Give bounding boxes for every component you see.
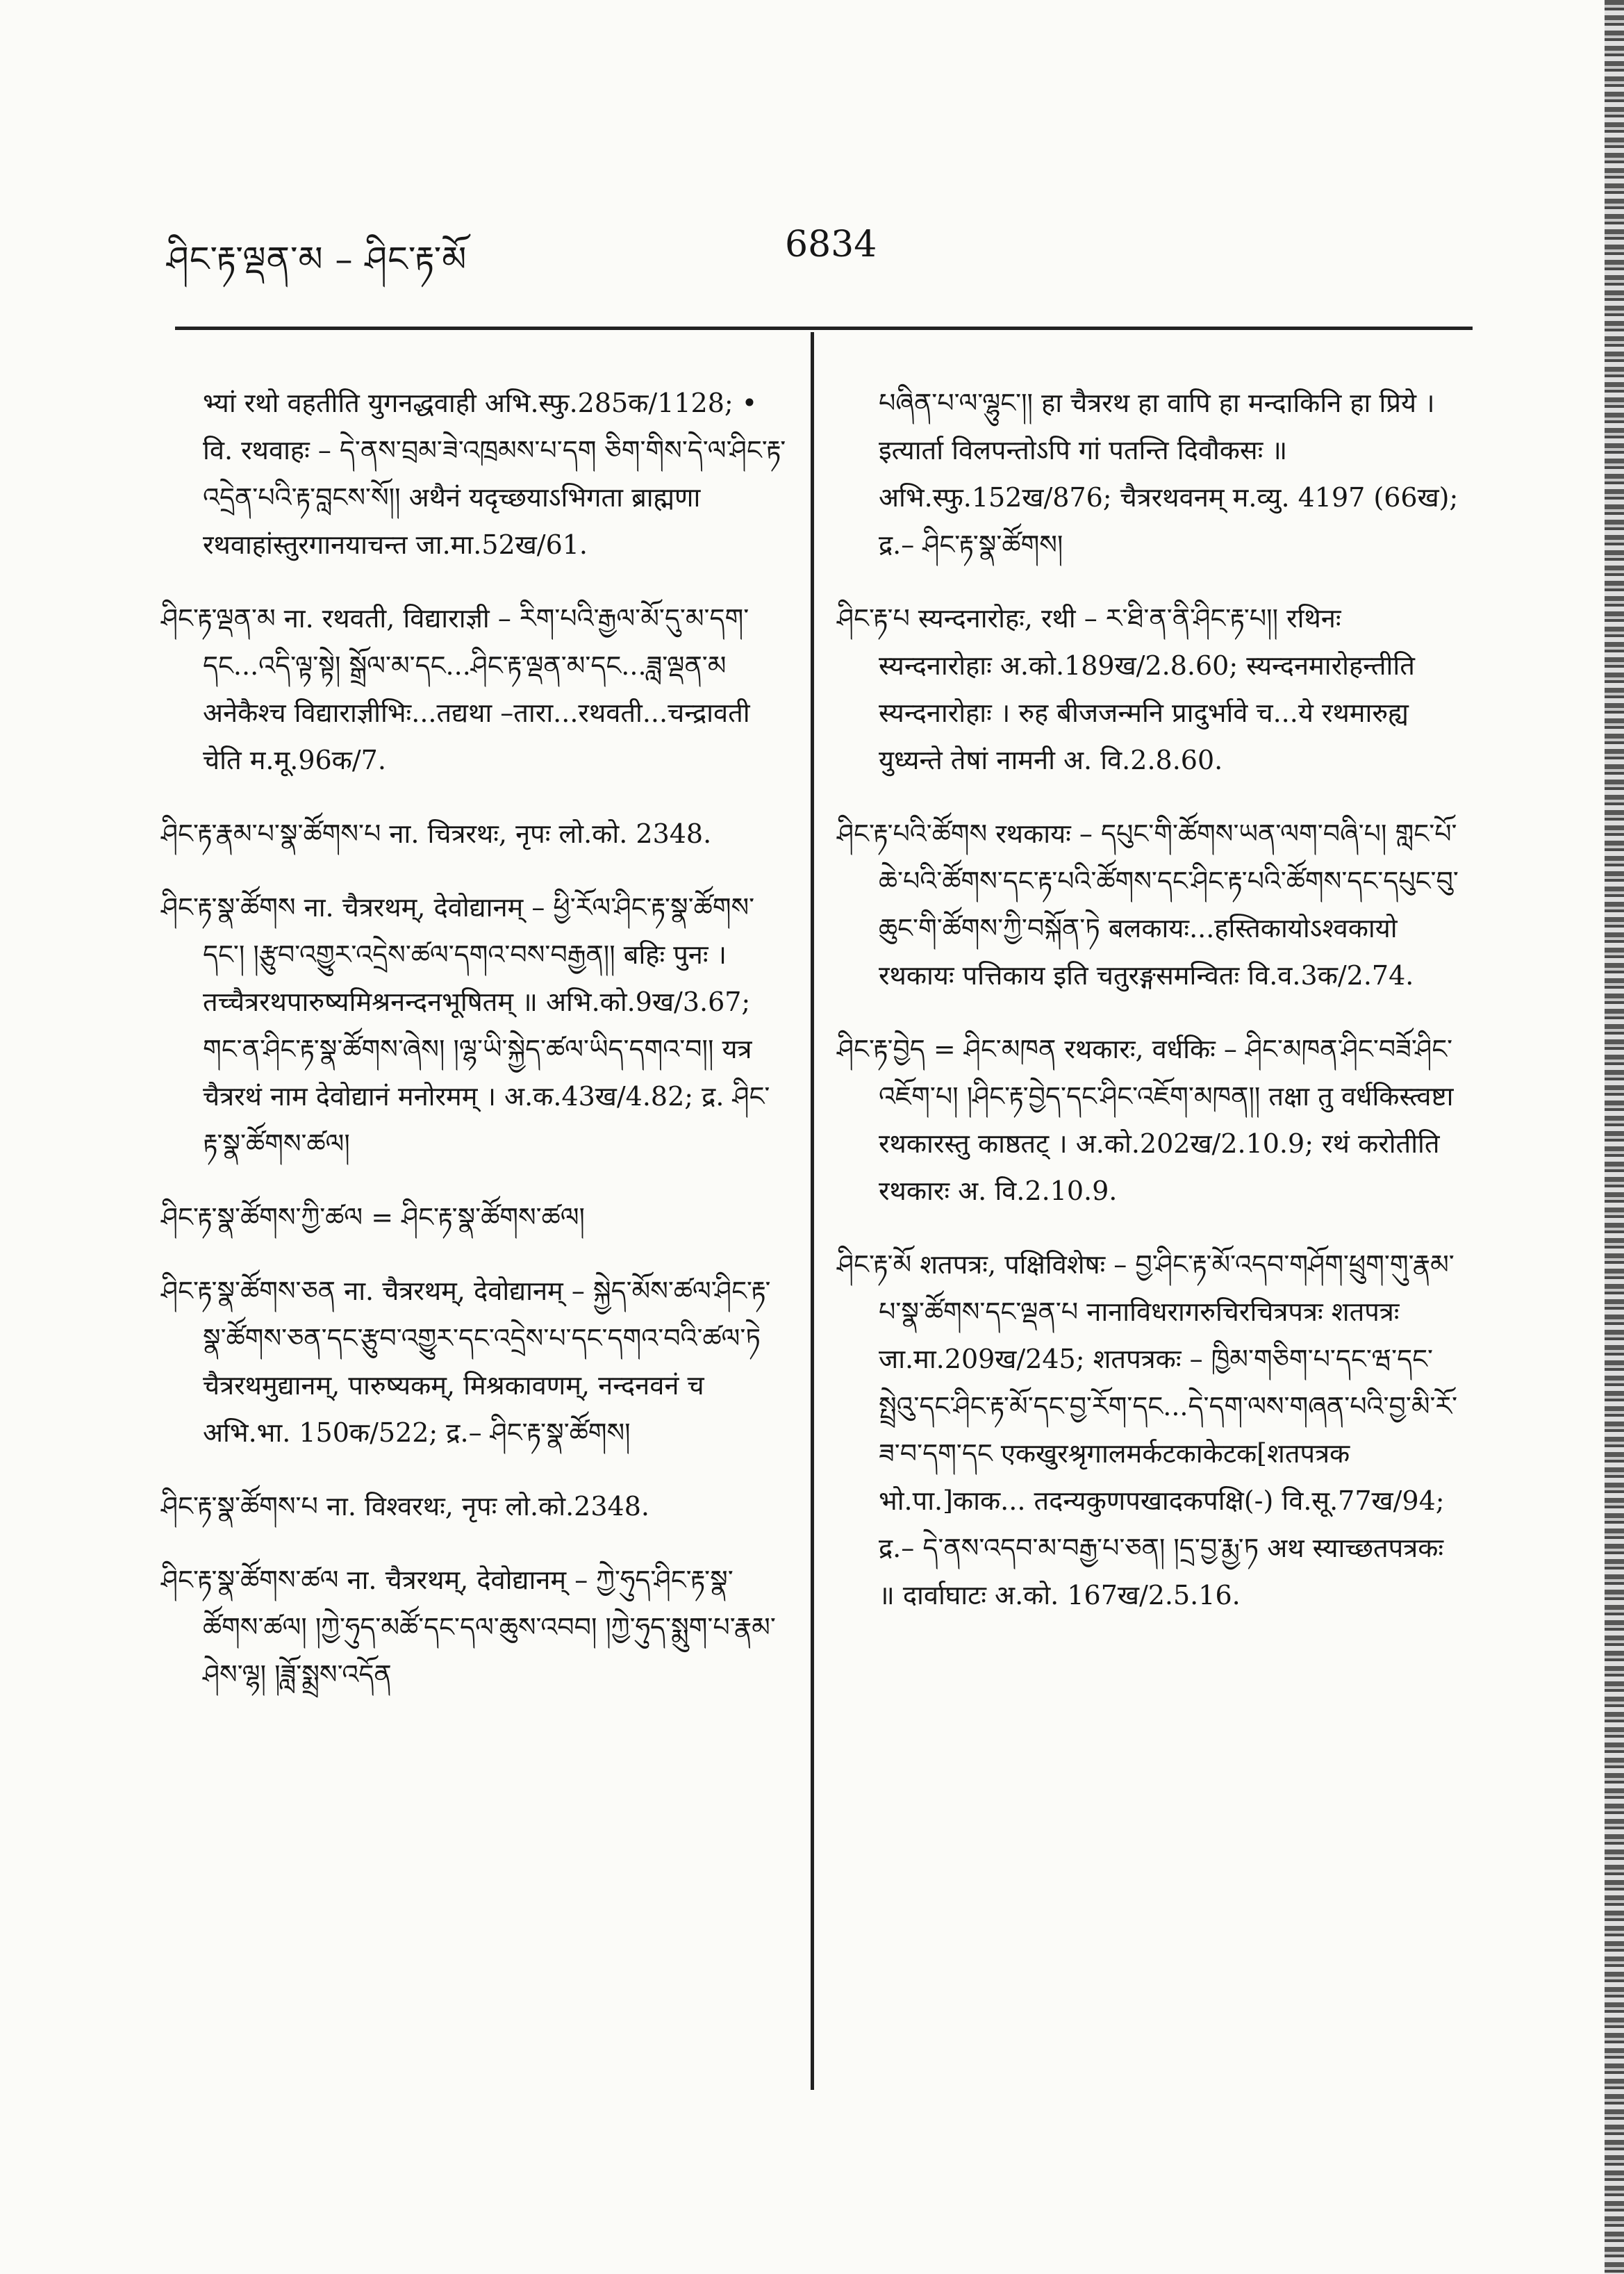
dictionary-entry: ཤིང་རྟ་སྣ་ཚོགས ना. चैत्ररथम्, देवोद्यानम् – ཕྱི་རོལ་ཤིང་རྟ་སྣ་ཚོགས་དང་། །རྩུབ་འགྱུར་འདྲེས་ཚལ་དགའ་བས་བརྒྱན།། बहिः पुनः । तच्चैत्ररथपारुष्यमिश्रनन्दनभूषितम् ॥ अभि.को.9ख/3.67; གང་ན་ཤིང་རྟ་སྣ་ཚོགས་ཞེས། །ལྷ་ཡི་སྐྱེད་ཚལ་ཡིད་དགའ་བ།། यत्र चैत्ररथं नाम देवोद्यानं मनोरमम् । अ.क.43ख/4.82; द्र. ཤིང་རྟ་སྣ་ཚོགས་ཚལ། (161, 892, 770, 1159)
running-head: ཤིང་རྟ་ལྡན་མ – ཤིང་རྟ་མོ (167, 239, 467, 279)
left-column (161, 353, 786, 1720)
dictionary-entry: ཤིང་རྟ་ལྡན་མ ना. रथवती, विद्याराज्ञी – རིག་པའི་རྒྱལ་མོ་དུ་མ་དག་དང...འདི་ལྟ་སྟེ། སྒྲོལ་མ་དང...ཤིང་རྟ་ལྡན་མ་དང...ཟླ་ལྡན་མ अनेकैश्च विद्याराज्ञीभिः...तद्यथा –तारा...रथवती...चन्द्रावती चेति म.मू.96क/7. (161, 603, 750, 775)
dictionary-entry: ཤིང་རྟ་རྣམ་པ་སྣ་ཚོགས་པ ना. चित्ररथः, नृपः लो.को. 2348. (161, 818, 712, 849)
column-divider (811, 332, 814, 2090)
dictionary-entry: ཤིང་རྟ་སྣ་ཚོགས་ཚལ ना. चैत्ररथम्, देवोद्यानम् – ཀྱེ་ཧུད་ཤིང་རྟ་སྣ་ཚོགས་ཚལ། །ཀྱེ་ཧུད་མཚོ་དང་དལ་ཆུས་འབབ། །ཀྱེ་ཧུད་སྨུག་པ་རྣམ་ཤེས་ལྷ། །ཟློ་སྨྲས་འདོན (161, 1565, 776, 1690)
right-column (837, 353, 1462, 1641)
dictionary-entry: ཤིང་རྟ་སྣ་ཚོགས་ཀྱི་ཚལ = ཤིང་རྟ་སྣ་ཚོགས་ཚལ། (161, 1202, 585, 1233)
dictionary-entry: ཤིང་རྟ་མོ शतपत्रः, पक्षिविशेषः – བྱ་ཤིང་རྟ་མོ་འདབ་གཤོག་ཕྲུག་གུ་རྣམ་པ་སྣ་ཚོགས་དང་ལྡན་པ नानाविधरागरुचिरचित्रपत्रः शतपत्रः जा.मा.209ख/245; शतपत्रकः – ཁྱིམ་གཅིག་པ་དང་ཝ་དང་སྤྲེའུ་དང་ཤིང་རྟ་མོ་དང་བྱ་རོག་དང...དེ་དག་ལས་གཞན་པའི་བྱ་མི་རོ་ཟ་བ་དག་དང एकखुरश्रृगालमर्कटकाकेटक[शतपत्रक भो.पा.]काक... तदन्यकुणपखादकपक्षि(-) वि.सू.77ख/94; द्र.– དེ་ནས་འདབ་མ་བརྒྱ་པ་ཅན། །དྲ་བྱ་རྨྱ་ཏ अथ स्याच्छतपत्रकः ॥ दार्वाघाटः अ.को. 167ख/2.5.16. (837, 1249, 1458, 1610)
dictionary-entry: ཤིང་རྟ་པའི་ཚོགས रथकायः – དཔུང་གི་ཚོགས་ཡན་ལག་བཞི་པ། གླང་པོ་ཆེ་པའི་ཚོགས་དང་རྟ་པའི་ཚོགས་དང་ཤིང་རྟ་པའི་ཚོགས་དང་དཔུང་བུ་ཆུང་གི་ཚོགས་ཀྱི་བསྐོན་ཏེ बलकायः...हस्तिकायोऽश्वकायो रथकायः पत्तिकाय इति चतुरङ्गसमन्वितः वि.व.3क/2.74. (837, 818, 1459, 991)
header-rule (175, 327, 1473, 330)
entry-continuation: भ्यां रथो वहतीति युगनद्धवाही अभि.स्फु.285क/1128; • वि. रथवाहः – དེ་ནས་བྲམ་ཟེ་འཁྲམས་པ་དག ཅིག་གིས་དེ་ལ་ཤིང་རྟ་འདྲེན་པའི་རྟ་བླངས་སོ།། अथैनं यदृच्छयाऽभिगता ब्राह्मणा रथवाहांस्तुरगानयाचन्त जा.मा.52ख/61. (203, 388, 786, 560)
dictionary-entry: ཤིང་རྟ་བྱེད = ཤིང་མཁན रथकारः, वर्धकिः – ཤིང་མཁན་ཤིང་བཟོ་ཤིང་འཇོག་པ། །ཤིང་རྟ་བྱེད་དང་ཤིང་འཇོག་མཁན།། तक्षा तु वर्धकिस्त्वष्टा रथकारस्तु काष्ठतट् । अ.को.202ख/2.10.9; रथं करोतीति रथकारः अ. वि.2.10.9. (837, 1034, 1454, 1206)
dictionary-entry: ཤིང་རྟ་པ स्यन्दनारोहः, रथी – ར་ཐི་ན་ནི་ཤིང་རྟ་པ།། रथिनः स्यन्दनारोहाः अ.को.189ख/2.8.60; स्यन्दनमारोहन्तीति स्यन्दनारोहाः । रुह बीजजन्मनि प्रादुर्भावे च...ये रथमारुह्य युध्यन्ते तेषां नामनी अ. वि.2.8.60. (837, 603, 1415, 775)
page-number: 6834 (785, 224, 877, 265)
dictionary-entry: ཤིང་རྟ་སྣ་ཚོགས་ཅན ना. चैत्ररथम्, देवोद्यानम् – སྐྱེད་མོས་ཚལ་ཤིང་རྟ་སྣ་ཚོགས་ཅན་དང་རྩུབ་འགྱུར་དང་འདྲེས་པ་དང་དགའ་བའི་ཚལ་ཏེ चैत्ररथमुद्यानम्, पारुष्यकम्, मिश्रकावणम्, नन्दनवनं च अभि.भा. 150क/522; द्र.– ཤིང་རྟ་སྣ་ཚོགས། (161, 1276, 771, 1448)
dictionary-entry: ཤིང་རྟ་སྣ་ཚོགས་པ ना. विश्वरथः, नृपः लो.को.2348. (161, 1491, 649, 1522)
entry-continuation: པཞིན་པ་ལ་ལྷུང་།། हा चैत्ररथ हा वापि हा मन्दाकिनि हा प्रिये । इत्यार्ता विलपन्तोऽपि गां पतन्ति दिवौकसः ॥ अभि.स्फु.152ख/876; चैत्ररथवनम् म.व्यु. 4197 (66ख); द्र.– ཤིང་རྟ་སྣ་ཚོགས། (879, 388, 1459, 560)
scan-edge-shadow (1605, 0, 1624, 2274)
